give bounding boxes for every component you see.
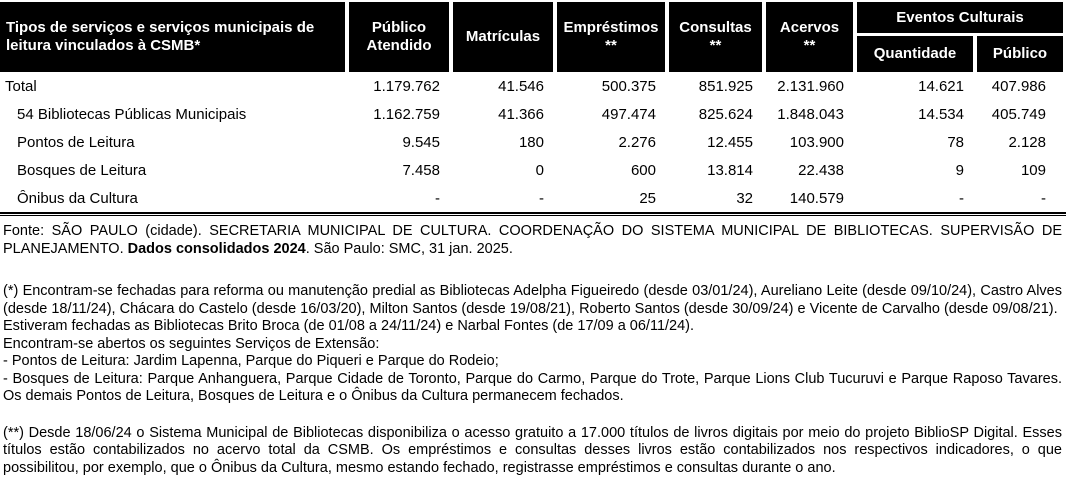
cell-acervos: 22.438 — [798, 161, 844, 179]
footnote-line: - Pontos de Leitura: Jardim Lapenna, Parque do Piqueri e Parque do Rodeio; — [3, 353, 499, 369]
cell-publico-atendido: 1.179.762 — [373, 77, 440, 95]
cell-emprestimos: 497.474 — [601, 105, 656, 123]
cell-publico-atendido: 9.545 — [402, 133, 440, 151]
cell-consultas: 851.925 — [698, 77, 753, 95]
source-note-bold: Dados consolidados 2024 — [127, 240, 306, 257]
header-eventos-culturais-group: Eventos Culturais — [857, 2, 1063, 36]
table-row-total — [0, 72, 1063, 100]
header-matriculas — [453, 2, 557, 72]
header-title: Empréstimos — [563, 19, 659, 36]
footnote-line: (*) Encontram-se fechadas para reforma ou manutenção predial as Bibliotecas Adelpha Figueiredo (desde 03/01/24), Aureliano Leite (desde 09/10/24), Castro Alves (desde 18/11/24), Chácara do Castelo (desde 16/03/20), Milton Santos (desde 19/08/21), Roberto Santos (desde 30/09/24) e Vicente de Carvalho (desde 09/08/21). — [3, 283, 1062, 317]
footnotes — [0, 223, 1066, 477]
cell-matriculas: - — [539, 189, 544, 207]
header-eventos-publico: Público — [977, 36, 1063, 72]
data-table — [0, 0, 1066, 216]
footnote-double-asterisk: (**) Desde 18/06/24 o Sistema Municipal de Bibliotecas disponibiliza o acesso gratuito a 17.000 títulos de livros digitais por meio do projeto BiblioSP Digital. Esses títulos estão contabilizados no acervo total da CSMB. Os empréstimos e consultas desses livros estão contabilizados nos respectivos indicadores, o que possibilitou, por exemplo, que o Ônibus da Cultura, mesmo estando fechado, registrasse empréstimos e consultas durante o ano. — [3, 424, 1062, 476]
table-body — [0, 72, 1066, 212]
cell-publico-atendido: 1.162.759 — [373, 105, 440, 123]
cell-consultas: 12.455 — [707, 133, 753, 151]
cell-eventos-quantidade: 14.621 — [918, 77, 964, 95]
cell-eventos-publico: 405.749 — [991, 105, 1046, 123]
cell-emprestimos: 25 — [639, 189, 656, 207]
footnote-asterisk — [3, 283, 1062, 406]
cell-eventos-publico: - — [1041, 189, 1046, 207]
footnote-line: - Bosques de Leitura: Parque Anhanguera, Parque Cidade de Toronto, Parque do Carmo, Parque do Trote, Parque Lions Club Tucuruvi e Parque Raposo Tavares. Os demais Pontos de Leitura, Bosques de Leitura e o Ônibus da Cultura permanecem fechados. — [3, 370, 1062, 404]
cell-publico-atendido: 7.458 — [402, 161, 440, 179]
row-label: Pontos de Leitura — [17, 133, 135, 151]
table-row-bibliotecas — [0, 100, 1063, 128]
cell-emprestimos: 2.276 — [618, 133, 656, 151]
source-note — [3, 223, 1062, 258]
footnote-line: Encontram-se abertos os seguintes Serviços de Extensão: — [3, 335, 380, 352]
table-header — [0, 2, 1063, 72]
header-row-label: Tipos de serviços e serviços municipais de leitura vinculados à CSMB* — [0, 2, 349, 72]
header-emprestimos: Empréstimos ** — [557, 2, 669, 72]
cell-acervos: 103.900 — [789, 133, 844, 151]
cell-eventos-quantidade: 14.534 — [918, 105, 964, 123]
cell-eventos-publico: 407.986 — [991, 77, 1046, 95]
cell-eventos-publico: 109 — [1020, 161, 1046, 179]
header-eventos-quantidade: Quantidade — [857, 36, 977, 72]
header-consultas: Consultas ** — [669, 2, 766, 72]
cell-acervos: 1.848.043 — [777, 105, 844, 123]
cell-consultas: 32 — [736, 189, 753, 207]
cell-matriculas: 41.546 — [498, 77, 544, 95]
row-label: Total — [5, 77, 37, 95]
footnote-line: Estiveram fechadas as Bibliotecas Brito Broca (de 01/08 a 24/11/24) e Narbal Fontes (de 17/09 a 06/11/24). — [3, 318, 695, 334]
cell-consultas: 13.814 — [707, 161, 753, 179]
header-title: Matrículas — [465, 28, 541, 45]
cell-consultas: 825.624 — [698, 105, 753, 123]
table-row-onibus-da-cultura — [0, 184, 1063, 212]
cell-eventos-quantidade: - — [959, 189, 964, 207]
table-row-pontos-de-leitura — [0, 128, 1063, 156]
header-title: Público Atendido — [366, 19, 432, 54]
row-label: Ônibus da Cultura — [17, 189, 138, 207]
source-note-suffix: . São Paulo: SMC, 31 jan. 2025. — [305, 240, 513, 257]
cell-eventos-quantidade: 9 — [955, 161, 964, 179]
table-row-bosques-de-leitura — [0, 156, 1063, 184]
source-note-text: Fonte: SÃO PAULO (cidade). SECRETARIA MUNICIPAL DE CULTURA. COORDENAÇÃO DO SISTEMA MUNICIPAL DE BIBLIOTECAS. SUPERVISÃO DE PLANEJAMENTO. — [3, 223, 1062, 257]
cell-emprestimos: 500.375 — [601, 77, 656, 95]
cell-publico-atendido: - — [435, 189, 440, 207]
cell-matriculas: 0 — [535, 161, 544, 179]
cell-matriculas: 180 — [518, 133, 544, 151]
table-bottom-rule — [0, 212, 1066, 216]
cell-eventos-quantidade: 78 — [947, 133, 964, 151]
cell-acervos: 2.131.960 — [777, 77, 844, 95]
header-publico-atendido — [349, 2, 453, 72]
cell-matriculas: 41.366 — [498, 105, 544, 123]
cell-acervos: 140.579 — [789, 189, 844, 207]
header-title: Consultas — [679, 19, 752, 36]
header-title: Acervos — [779, 19, 840, 36]
cell-emprestimos: 600 — [630, 161, 656, 179]
row-label: Bosques de Leitura — [17, 161, 147, 179]
row-label: 54 Bibliotecas Públicas Municipais — [17, 105, 247, 123]
cell-eventos-publico: 2.128 — [1008, 133, 1046, 151]
header-acervos: Acervos ** — [766, 2, 857, 72]
